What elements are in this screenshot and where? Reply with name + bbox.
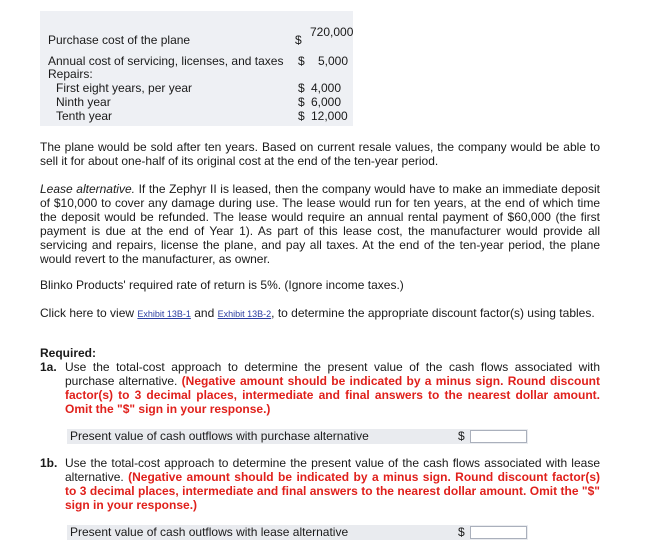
q1a-answer-label: Present value of cash outflows with purchase alternative [70,429,369,443]
row-tenth-currency: $ [298,109,305,123]
q1b-currency: $ [458,525,465,539]
exhibit-13b1-link[interactable]: Exhibit 13B-1 [137,309,191,319]
row-tenth-label: Tenth year [56,109,113,123]
q1b-instruction: (Negative amount should be indicated by a minus sign. Round discount factor(s) to 3 decimal places, intermediate and final answers to the nearest dollar amount. Omit the "$" sign in your response.) [65,470,600,512]
q1a-instruction: (Negative amount should be indicated by a minus sign. Round discount factor(s) to 3 decimal places, intermediate and final answers to the nearest dollar amount. Omit the "$" sign in your response.) [65,374,600,416]
row-tenth-value: 12,000 [311,109,348,123]
q1b-question [65,456,600,512]
q1a-number: 1a. [40,360,57,374]
q1b-answer-label: Present value of cash outflows with lease alternative [70,525,349,539]
exhibits-paragraph [40,306,600,321]
row-first8-currency: $ [298,81,305,95]
q1b-answer-input[interactable] [470,526,527,539]
q1a-answer-row [67,429,528,444]
q1b-answer-row [67,525,528,540]
row-servicing-value: 5,000 [318,54,349,68]
q1a-currency: $ [458,429,465,443]
resale-paragraph: The plane would be sold after ten years. Based on current resale values, the company would be able to sell it for about one-half of its original cost at the end of the ten-year period. [40,140,600,168]
row-servicing-label: Annual cost of servicing, licenses, and taxes [48,54,284,68]
row-purchase-label: Purchase cost of the plane [48,33,191,47]
q1a-answer-input[interactable] [470,430,527,443]
lease-paragraph [40,182,600,266]
exhibits-suffix: , to determine the appropriate discount factor(s) using tables. [271,306,595,320]
row-servicing-currency: $ [298,54,305,68]
q1b-number: 1b. [40,456,58,470]
row-first8-value: 4,000 [311,81,342,95]
row-first8-label: First eight years, per year [56,81,193,95]
row-repairs-label: Repairs: [48,67,93,81]
rate-paragraph: Blinko Products' required rate of return is 5%. (Ignore income taxes.) [40,278,404,292]
exhibits-prefix: Click here to view [40,306,135,320]
exhibits-and: and [194,306,215,320]
q1a-question [65,360,600,416]
q1b-text: Use the total-cost approach to determine the present value of the cash flows associated with lease alternative. [65,456,600,484]
required-title: Required: [40,346,97,360]
row-ninth-currency: $ [298,95,305,109]
lease-heading: Lease alternative. [40,182,135,196]
row-purchase-value: 720,000 [310,25,354,39]
row-purchase-currency: $ [295,33,302,47]
lease-text: If the Zephyr II is leased, then the company would have to make an immediate deposit of $10,000 to cover any damage during use. The lease would run for ten years, at the end of which time the deposit would be refunded. The lease would require an annual rental payment of $60,000 (the first payment is due at the end of Year 1). As part of this lease cost, the manufacturer would provide all servicing and repairs, license the plane, and pay all taxes. At the end of the ten-year period, the plane would revert to the manufacturer, as owner. [40,182,600,266]
row-ninth-value: 6,000 [311,95,342,109]
q1a-text: Use the total-cost approach to determine the present value of the cash flows associated with purchase alternative. [65,360,600,388]
row-ninth-label: Ninth year [56,95,111,109]
exhibit-13b2-link[interactable]: Exhibit 13B-2 [217,309,272,319]
